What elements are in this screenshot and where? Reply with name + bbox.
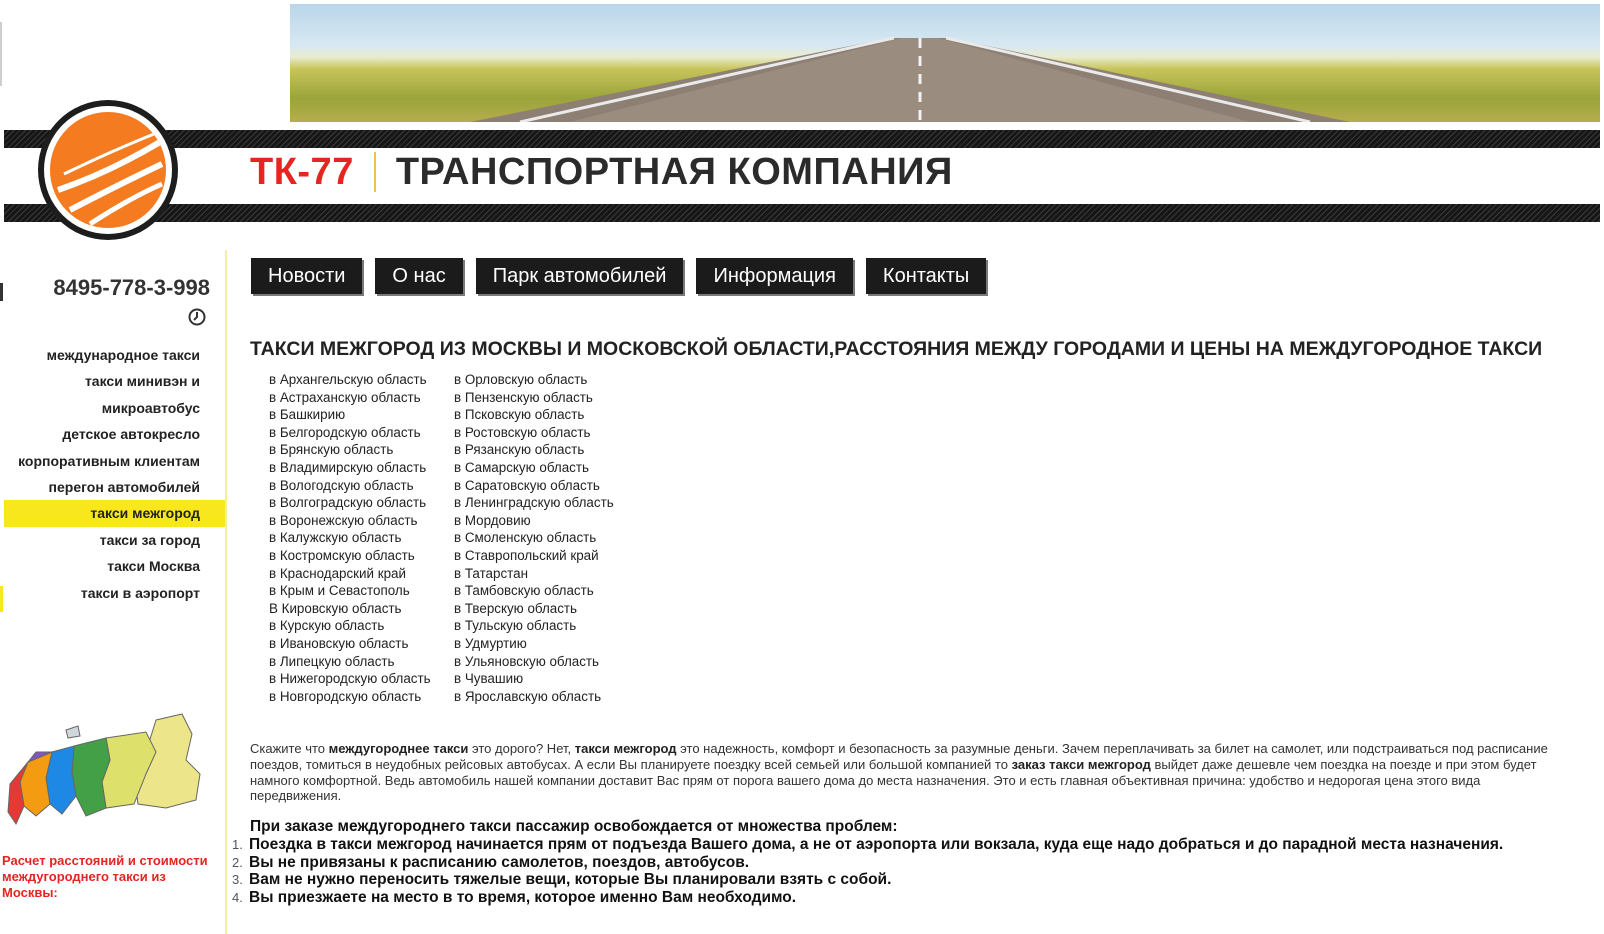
region-link[interactable]: в Тамбовскую область (454, 583, 594, 599)
region-link[interactable]: в Крым и Севастополь (269, 583, 410, 599)
region-link[interactable]: в Орловскую область (454, 372, 588, 387)
region-link[interactable]: в Пензенскую область (454, 389, 593, 405)
road-illustration (290, 4, 1600, 122)
header-stripe-bottom (4, 204, 1600, 222)
list-item-text: Вы не привязаны к расписанию самолетов, поездов, автобусов. (249, 853, 750, 871)
list-item-text: Вам не нужно переносить тяжелые вещи, которые Вы планировали взять с собой. (249, 871, 892, 889)
intro-text-4: выйдет даже дешевле чем поездка на поезде и при этом будет намного комфортной. Ведь автомобиль нашей компании доставит Вас прям от порога вашего дома до места назначения. Это и есть главная объективная причина: удобство и недорогая цена этого вида передвижения. (250, 756, 1537, 804)
header-stripe-top (4, 130, 1600, 148)
intro-text-3: это надежность, комфорт и безопасность за разумные деньги. Зачем переплачивать за билет на самолет, или подстраиваться под расписание поездов, томиться в неудобных рейсовых автобусах. А если Вы планируете поездку всей семьей или большой компанией то (250, 741, 1548, 772)
phone-marker (0, 283, 3, 301)
region-link[interactable]: в Ленинградскую область (454, 495, 614, 511)
intro-text-1: Скажите что (250, 741, 329, 756)
region-link[interactable]: В Кировскую область (269, 600, 402, 616)
sidebar-menu (4, 342, 225, 606)
sidebar-item-international-taxi[interactable]: международное такси (46, 347, 200, 363)
region-link[interactable]: в Башкирию (269, 407, 346, 423)
region-link[interactable]: в Ставропольский край (454, 547, 599, 563)
region-link[interactable]: в Ульяновскую область (454, 653, 600, 669)
sidebar-item-car-transfer[interactable]: перегон автомобилей (48, 478, 200, 495)
region-link[interactable]: в Псковскую область (454, 407, 585, 423)
region-link[interactable]: в Калужскую область (269, 530, 402, 546)
phone-number[interactable]: 8495-778-3-998 (53, 275, 210, 300)
list-item (232, 871, 1503, 889)
region-link[interactable]: в Волгоградскую область (269, 495, 427, 511)
sidebar-item-out-of-town[interactable]: такси за город (99, 531, 200, 548)
region-link[interactable]: в Воронежскую область (269, 512, 418, 528)
company-logo[interactable] (38, 100, 178, 240)
region-link[interactable]: в Новгородскую область (269, 688, 422, 704)
sidebar-item-intercity-taxi[interactable]: такси межгород (4, 500, 225, 526)
regions-column-1 (269, 371, 449, 705)
brand-code: ТК-77 (250, 150, 354, 193)
region-link[interactable]: в Тверскую область (454, 600, 578, 616)
region-link[interactable]: в Татарстан (454, 565, 528, 581)
distance-calculator-link[interactable]: Расчет расстояний и стоимости междугороднего такси из Москвы: (2, 853, 208, 900)
regions-column-2 (454, 371, 634, 705)
sidebar-item-child-seat[interactable]: детское автокресло (62, 426, 200, 443)
main-nav (251, 258, 986, 294)
region-link[interactable]: в Нижегородскую область (269, 671, 431, 687)
sidebar-item-minibus[interactable]: микроавтобус (101, 399, 200, 416)
sidebar-divider (225, 250, 227, 934)
nav-contacts[interactable]: Контакты (866, 258, 986, 294)
region-link[interactable]: в Вологодскую область (269, 477, 414, 493)
road-banner-image (290, 4, 1600, 122)
problems-heading: При заказе междугороднего такси пассажир освобождается от множества проблем: (250, 818, 898, 835)
intro-text-2: это дорого? Нет, (468, 741, 575, 756)
list-number: 3. (232, 872, 243, 888)
page-title: ТАКСИ МЕЖГОРОД ИЗ МОСКВЫ И МОСКОВСКОЙ ОБЛАСТИ,РАССТОЯНИЯ МЕЖДУ ГОРОДАМИ И ЦЕНЫ НА МЕЖДУГОРОДНОЕ ТАКСИ (250, 338, 1543, 360)
list-number: 1. (232, 837, 243, 852)
list-item (232, 854, 1503, 872)
site-brand (250, 150, 953, 194)
road-swoosh-icon (50, 112, 166, 228)
region-link[interactable]: в Чувашию (454, 671, 524, 687)
region-link[interactable]: в Удмуртию (454, 635, 527, 651)
region-link[interactable]: в Тульскую область (454, 618, 577, 634)
list-item-text: Вы приезжаете на место в то время, которое именно Вам необходимо. (249, 888, 797, 906)
region-link[interactable]: в Самарскую область (454, 459, 589, 475)
russia-regions-map[interactable] (6, 712, 202, 832)
nav-fleet[interactable]: Парк автомобилей (476, 258, 684, 294)
region-link[interactable]: в Белгородскую область (269, 424, 421, 440)
region-link[interactable]: в Рязанскую область (454, 442, 585, 458)
sidebar-item-minivan-taxi[interactable]: такси минивэн и (84, 373, 200, 390)
sidebar-item-airport-taxi[interactable]: такси в аэропорт (80, 584, 200, 601)
sidebar-accent-mark (0, 586, 3, 612)
region-link[interactable]: в Липецкую область (269, 653, 395, 669)
sidebar-item-moscow-taxi[interactable]: такси Москва (107, 558, 200, 575)
intro-keyword-2: такси межгород (574, 741, 677, 756)
list-item (232, 889, 1503, 907)
region-link[interactable]: в Ростовскую область (454, 424, 591, 440)
region-link[interactable]: в Ярославскую область (454, 688, 602, 704)
nav-info[interactable]: Информация (696, 258, 852, 294)
region-link[interactable]: в Брянскую область (269, 442, 394, 458)
clock-icon (188, 308, 206, 326)
region-link[interactable]: в Астраханскую область (269, 389, 421, 405)
left-edge-mark (0, 22, 2, 86)
region-link[interactable]: в Ивановскую область (269, 635, 409, 651)
region-link[interactable]: в Саратовскую область (454, 477, 600, 493)
intro-paragraph (250, 741, 1560, 804)
region-link[interactable]: в Мордовию (454, 512, 531, 528)
region-link[interactable]: в Курскую область (269, 618, 385, 634)
region-link[interactable]: в Костромскую область (269, 547, 415, 563)
list-number: 2. (232, 854, 243, 870)
intro-keyword-3: заказ такси межгород (1011, 756, 1151, 772)
sidebar-item-corporate[interactable]: корпоративным клиентам (18, 452, 200, 469)
intro-keyword-1: междугороднее такси (328, 741, 469, 756)
list-item (232, 836, 1503, 854)
nav-about[interactable]: О нас (375, 258, 462, 294)
region-link[interactable]: в Краснодарский край (269, 565, 406, 581)
region-link[interactable]: в Архангельскую область (269, 372, 427, 387)
nav-news[interactable]: Новости (251, 258, 362, 294)
brand-divider (374, 152, 376, 192)
brand-name: ТРАНСПОРТНАЯ КОМПАНИЯ (395, 150, 953, 193)
list-number: 4. (232, 889, 243, 905)
problems-list (232, 836, 1503, 906)
region-link[interactable]: в Смоленскую область (454, 530, 597, 546)
region-link[interactable]: в Владимирскую область (269, 459, 427, 475)
list-item-text: Поездка в такси межгород начинается прям от подъезда Вашего дома, а не от аэропорта или вокзала, куда еще надо добраться и до парадной места назначения. (249, 836, 1504, 853)
